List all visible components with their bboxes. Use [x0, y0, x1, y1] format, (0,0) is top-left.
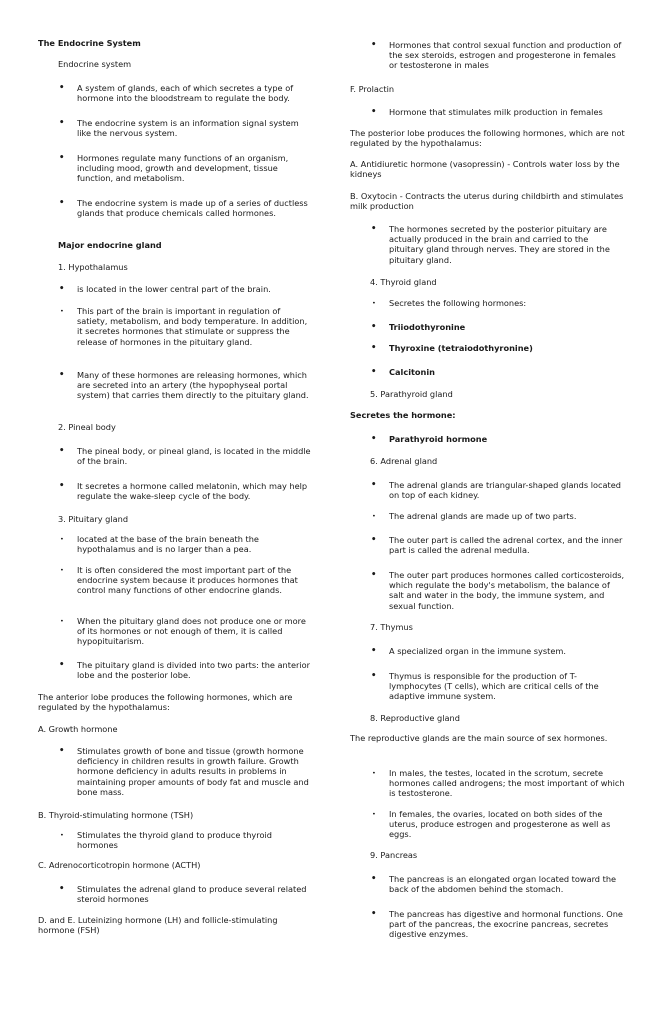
list-item: • Stimulates growth of bone and tissue (growth hormone deficiency in children results in growth failure. Growth hormone deficiency in adults results in problems in maintaining proper amounts of body fat and muscle and bone mass. [38, 746, 313, 797]
list-item: • It secretes a hormone called melatonin, which may help regulate the wake-sleep cycle of the body. [38, 481, 313, 501]
list-item: • Stimulates the thyroid gland to produce thyroid hormones [38, 830, 313, 850]
list-item: • Hormone that stimulates milk production in females [350, 107, 625, 117]
list-item: • The pancreas is an elongated organ located toward the back of the abdomen behind the stomach. [350, 874, 625, 894]
list-item: • Parathyroid hormone [350, 434, 625, 444]
list-item: • The pineal body, or pineal gland, is located in the middle of the brain. [38, 446, 313, 466]
paragraph: The posterior lobe produces the following hormones, which are not regulated by the hypothalamus: [350, 128, 625, 149]
list-item: • It is often considered the most important part of the endocrine system because it produces hormones that control many functions of other endocrine glands. [38, 565, 313, 596]
list-item: • Thyroxine (tetraiodothyronine) [350, 343, 625, 353]
list-item: • The hormones secreted by the posterior pituitary are actually produced in the brain and carried to the pituitary gland through nerves. They are stored in the pituitary gland. [350, 224, 625, 265]
list-item: • is located in the lower central part of the brain. [38, 284, 313, 294]
list-item: • The pancreas has digestive and hormonal functions. One part of the pancreas, the exocrine pancreas, secretes digestive enzymes. [350, 909, 625, 940]
list-item: • The adrenal glands are triangular-shaped glands located on top of each kidney. [350, 480, 625, 500]
list-item: • When the pituitary gland does not produce one or more of its hormones or not enough of them, it is called hypopituitarism. [38, 616, 313, 647]
list-item: • Triiodothyronine [350, 322, 625, 332]
list-item: • The outer part produces hormones called corticosteroids, which regulate the body's metabolism, the balance of salt and water in the body, the immune system, and sexual function. [350, 570, 625, 611]
list-item: • Hormones that control sexual function and production of the sex steroids, estrogen and progesterone in females or testosterone in males [350, 40, 625, 71]
hormone-heading: F. Prolactin [350, 84, 395, 94]
paragraph: The anterior lobe produces the following hormones, which are regulated by the hypothalamus: [38, 692, 293, 713]
document-title: The Endocrine System [38, 38, 141, 48]
list-item: • The outer part is called the adrenal cortex, and the inner part is called the adrenal medulla. [350, 535, 625, 555]
list-item: • The adrenal glands are made up of two parts. [350, 511, 625, 521]
list-item: • A system of glands, each of which secretes a type of hormone into the bloodstream to regulate the body. [38, 83, 313, 103]
hormone-heading: C. Adrenocorticotropin hormone (ACTH) [38, 860, 201, 870]
list-item: • In females, the ovaries, located on both sides of the uterus, produce estrogen and progesterone as well as eggs. [350, 809, 625, 840]
paragraph: The reproductive glands are the main source of sex hormones. [350, 733, 608, 743]
list-item: • Hormones regulate many functions of an organism, including mood, growth and development, tissue function, and metabolism. [38, 153, 313, 184]
gland-heading: 5. Parathyroid gland [370, 389, 453, 399]
paragraph: B. Oxytocin - Contracts the uterus during childbirth and stimulates milk production [350, 191, 624, 212]
section-heading: Major endocrine gland [58, 240, 162, 250]
paragraph: A. Antidiuretic hormone (vasopressin) - Controls water loss by the kidneys [350, 159, 620, 180]
gland-heading: 6. Adrenal gland [370, 456, 438, 466]
section-subtitle: Endocrine system [58, 59, 132, 69]
list-item: • Thymus is responsible for the production of T-lymphocytes (T cells), which are critical cells of the adaptive immune system. [350, 671, 625, 702]
gland-heading: 4. Thyroid gland [370, 277, 437, 287]
gland-heading: 3. Pituitary gland [58, 514, 129, 524]
list-item: • Many of these hormones are releasing hormones, which are secreted into an artery (the hypophyseal portal system) that carries them directly to the pituitary gland. [38, 370, 313, 401]
list-item: • This part of the brain is important in regulation of satiety, metabolism, and body temperature. In addition, it secretes hormones that stimulate or suppress the release of hormones in the pituitary gland. [38, 306, 313, 347]
gland-heading: 2. Pineal body [58, 422, 116, 432]
hormone-heading: A. Growth hormone [38, 724, 118, 734]
list-item: • A specialized organ in the immune system. [350, 646, 625, 656]
list-item: • The endocrine system is an information signal system like the nervous system. [38, 118, 313, 138]
gland-heading: 1. Hypothalamus [58, 262, 128, 272]
list-item: • The endocrine system is made up of a series of ductless glands that produce chemicals called hormones. [38, 198, 313, 218]
section-heading: Secretes the hormone: [350, 410, 456, 420]
gland-heading: 8. Reproductive gland [370, 713, 460, 723]
hormone-heading: B. Thyroid-stimulating hormone (TSH) [38, 810, 194, 820]
list-item: • Secretes the following hormones: [350, 298, 625, 308]
hormone-heading: D. and E. Luteinizing hormone (LH) and follicle-stimulating hormone (FSH) [38, 915, 278, 936]
gland-heading: 9. Pancreas [370, 850, 418, 860]
list-item: • In males, the testes, located in the scrotum, secrete hormones called androgens; the most important of which is testosterone. [350, 768, 625, 799]
list-item: • Stimulates the adrenal gland to produce several related steroid hormones [38, 884, 313, 904]
list-item: • Calcitonin [350, 367, 625, 377]
list-item: • located at the base of the brain beneath the hypothalamus and is no larger than a pea. [38, 534, 313, 554]
list-item: • The pituitary gland is divided into two parts: the anterior lobe and the posterior lobe. [38, 660, 313, 680]
gland-heading: 7. Thymus [370, 622, 413, 632]
